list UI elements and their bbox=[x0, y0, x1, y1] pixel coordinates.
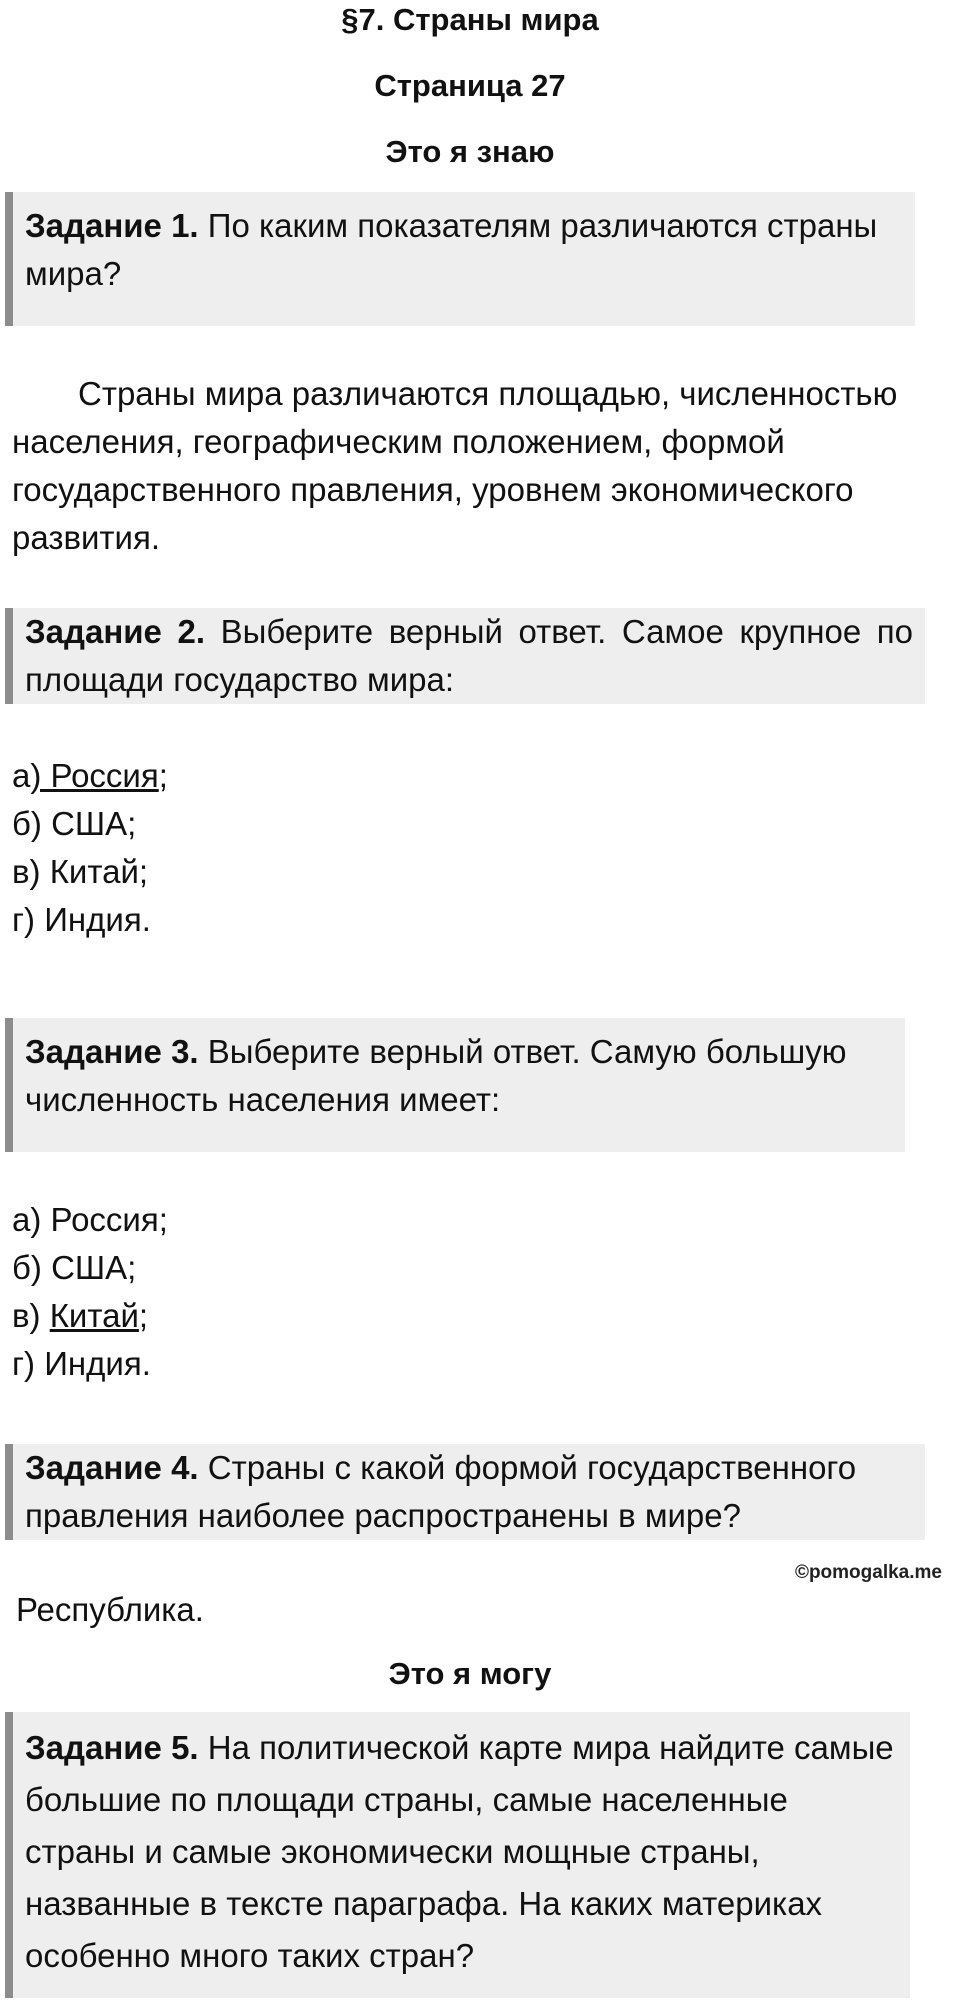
task-2-option-c bbox=[12, 848, 168, 896]
option-prefix: б) bbox=[12, 805, 52, 842]
page-label: Страница 27 bbox=[374, 68, 566, 103]
task-2-option-a bbox=[12, 752, 168, 800]
option-prefix: г) bbox=[12, 901, 45, 938]
option-suffix: ; bbox=[158, 1201, 168, 1238]
task-4-label: Задание 4. bbox=[25, 1449, 199, 1486]
task-3-option-d bbox=[12, 1340, 168, 1388]
task-4-box bbox=[5, 1444, 925, 1540]
task-3-options bbox=[12, 1196, 168, 1388]
task-1-box bbox=[5, 192, 915, 326]
option-text: Индия bbox=[44, 901, 142, 938]
option-text-correct: Китай bbox=[49, 1297, 139, 1334]
task-3-option-a bbox=[12, 1196, 168, 1244]
subheading-know: Это я знаю bbox=[385, 134, 555, 169]
option-prefix: а bbox=[12, 757, 31, 794]
option-prefix: а) bbox=[12, 1201, 51, 1238]
option-suffix: . bbox=[141, 1345, 151, 1382]
task-2-question: Выберите верный ответ. Самое крупное по площади государство мира: bbox=[25, 613, 913, 698]
option-text-correct: ) Россия bbox=[30, 757, 159, 794]
task-2-option-b bbox=[12, 800, 168, 848]
option-prefix: в) bbox=[12, 853, 50, 890]
option-suffix: ; bbox=[127, 1249, 137, 1286]
task-3-question: Выберите верный ответ. Самую большую численность населения имеет: bbox=[25, 1033, 847, 1118]
option-text: Китай bbox=[49, 853, 139, 890]
task-5-label: Задание 5. bbox=[25, 1729, 199, 1766]
task-3-label: Задание 3. bbox=[25, 1033, 199, 1070]
task-2-options bbox=[12, 752, 168, 944]
task-2-box bbox=[5, 608, 925, 704]
option-suffix: ; bbox=[138, 853, 149, 890]
task-1-answer-block bbox=[12, 370, 912, 562]
section-title: §7. Страны мира bbox=[341, 2, 599, 37]
task-5-box bbox=[5, 1712, 910, 1998]
task-4-answer: Республика. bbox=[16, 1591, 204, 1628]
task-3-box bbox=[5, 1018, 905, 1152]
option-prefix: в) bbox=[12, 1297, 50, 1334]
watermark: ©pomogalka.me bbox=[794, 1562, 942, 1583]
task-3-option-c bbox=[12, 1292, 168, 1340]
subheading-can: Это я могу bbox=[388, 1656, 552, 1691]
task-3-option-b bbox=[12, 1244, 168, 1292]
option-text: Россия bbox=[50, 1201, 159, 1238]
task-4-question: Страны с какой формой государственного правления наиболее распространены в мире? bbox=[25, 1449, 857, 1534]
task-2-label: Задание 2. bbox=[25, 613, 206, 650]
option-text: Индия bbox=[44, 1345, 142, 1382]
option-suffix: ; bbox=[138, 1297, 149, 1334]
option-prefix: г) bbox=[12, 1345, 45, 1382]
option-prefix: б) bbox=[12, 1249, 52, 1286]
option-suffix: ; bbox=[127, 805, 137, 842]
task-1-label: Задание 1. bbox=[25, 207, 199, 244]
option-suffix: . bbox=[141, 901, 151, 938]
task-1-answer: Страны мира различаются площадью, численностью населения, географическим положением, формой государственного правления, уровнем экономического развития. bbox=[12, 375, 898, 556]
option-suffix: ; bbox=[158, 757, 168, 794]
option-text: США bbox=[51, 805, 128, 842]
task-2-option-d bbox=[12, 896, 168, 944]
option-text: США bbox=[51, 1249, 128, 1286]
task-1-question: По каким показателям различаются страны мира? bbox=[25, 207, 878, 292]
task-5-question: На политической карте мира найдите самые большие по площади страны, самые населенные страны и самые экономически мощные страны, названные в тексте параграфа. На каких материках особенно много таких стран? bbox=[25, 1729, 894, 1974]
